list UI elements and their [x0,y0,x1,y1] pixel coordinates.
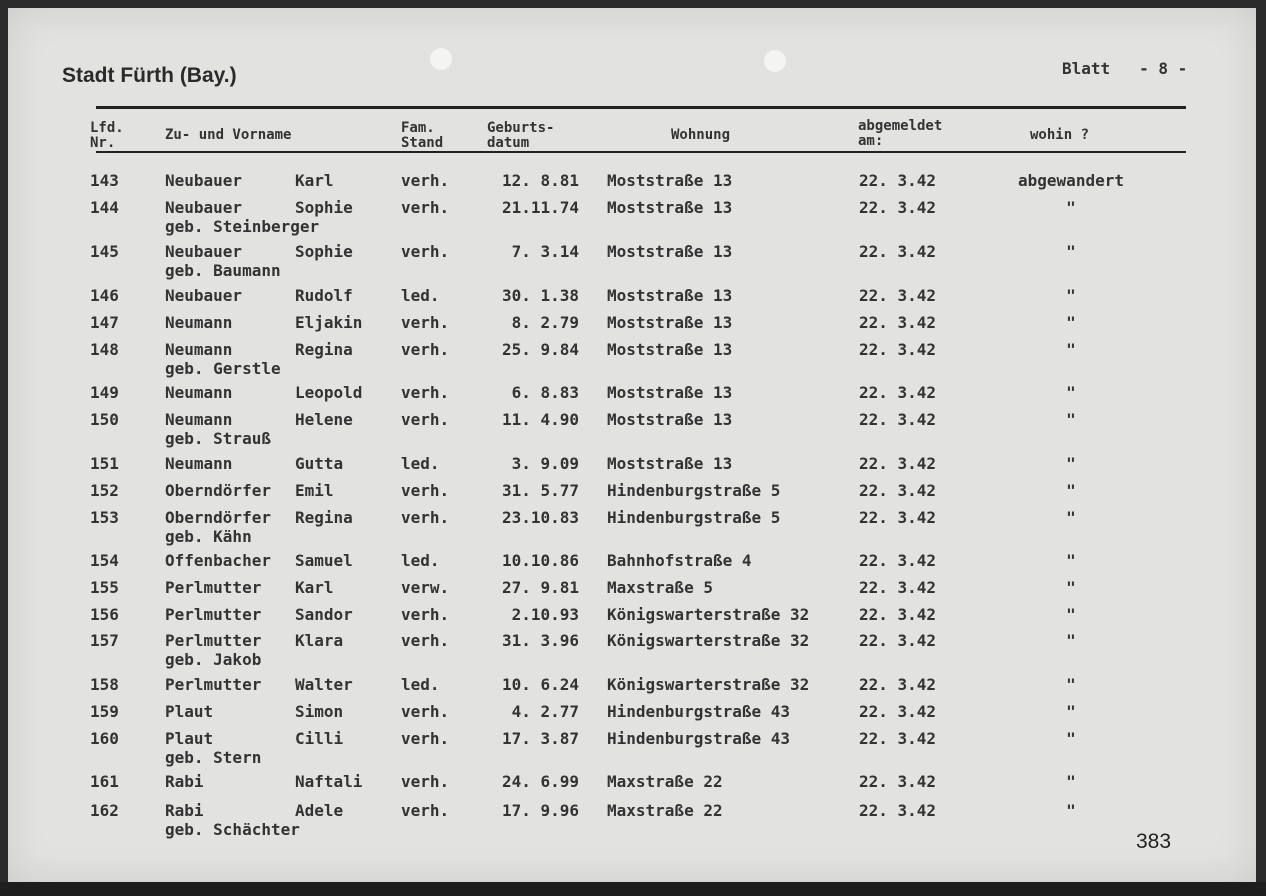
first-name: Leopold [295,383,363,402]
first-name: Helene [295,410,353,429]
surname: Perlmutter [165,675,262,694]
address: Hindenburgstraße 43 [607,702,791,721]
first-name: Samuel [295,551,353,570]
punch-hole-left [430,48,452,70]
entry-number: 150 [90,410,119,429]
destination: " [1066,242,1076,261]
surname: Neumann [165,313,233,332]
surname: Neumann [165,383,233,402]
entry-number: 153 [90,508,119,527]
table-row [8,199,1256,239]
sheet-label: Blatt [1062,59,1111,78]
entry-number: 146 [90,286,119,305]
first-name: Regina [295,340,353,359]
family-status: verh. [401,508,450,527]
destination: " [1066,631,1076,650]
address: Maxstraße 22 [607,801,723,820]
family-status: verh. [401,801,450,820]
family-status: verh. [401,605,450,624]
birth-date: 27. 9.81 [501,578,579,597]
col-header-wohin: wohin ? [1030,127,1090,143]
deregistration-date: 22. 3.42 [859,286,937,305]
surname: Perlmutter [165,578,262,597]
entry-number: 156 [90,605,119,624]
surname: Neubauer [165,242,243,261]
maiden-name: geb. Steinberger [165,217,320,236]
family-status: led. [401,454,440,473]
birth-date: 12. 8.81 [501,171,579,190]
deregistration-date: 22. 3.42 [859,578,937,597]
address: Königswarterstraße 32 [607,605,810,624]
first-name: Emil [295,481,334,500]
col-header-nr: Lfd. Nr. [90,120,124,151]
destination: " [1066,578,1076,597]
birth-date: 8. 2.79 [511,313,579,332]
entry-number: 161 [90,772,119,791]
birth-date: 21.11.74 [501,198,579,217]
address: Hindenburgstraße 5 [607,508,781,527]
table-row [8,341,1256,381]
family-status: verh. [401,631,450,650]
entry-number: 154 [90,551,119,570]
first-name: Simon [295,702,344,721]
family-status: verh. [401,772,450,791]
maiden-name: geb. Stern [165,748,262,767]
col-header-name: Zu- und Vorname [165,127,292,143]
birth-date: 11. 4.90 [501,410,579,429]
destination: " [1066,729,1076,748]
address: Moststraße 13 [607,410,733,429]
deregistration-date: 22. 3.42 [859,508,937,527]
table-row [8,802,1256,842]
punch-hole-right [764,50,786,72]
address: Bahnhofstraße 4 [607,551,752,570]
first-name: Eljakin [295,313,363,332]
deregistration-date: 22. 3.42 [859,729,937,748]
address: Maxstraße 22 [607,772,723,791]
table-row [8,243,1256,283]
deregistration-date: 22. 3.42 [859,454,937,473]
birth-date: 10. 6.24 [501,675,579,694]
first-name: Klara [295,631,344,650]
entry-number: 147 [90,313,119,332]
family-status: verh. [401,729,450,748]
birth-date: 7. 3.14 [511,242,579,261]
deregistration-date: 22. 3.42 [859,702,937,721]
deregistration-date: 22. 3.42 [859,313,937,332]
deregistration-date: 22. 3.42 [859,410,937,429]
birth-date: 6. 8.83 [511,383,579,402]
first-name: Sophie [295,242,353,261]
destination: " [1066,508,1076,527]
destination: " [1066,340,1076,359]
folio-number: 383 [1136,830,1172,853]
table-row [8,509,1256,549]
surname: Neumann [165,410,233,429]
first-name: Cilli [295,729,344,748]
entry-number: 148 [90,340,119,359]
surname: Neubauer [165,171,243,190]
col-header-fam: Fam. Stand [401,120,444,151]
deregistration-date: 22. 3.42 [859,242,937,261]
deregistration-date: 22. 3.42 [859,631,937,650]
sheet-number-value: - 8 - [1139,59,1188,78]
surname: Rabi [165,772,204,791]
birth-date: 2.10.93 [511,605,579,624]
birth-date: 25. 9.84 [501,340,579,359]
entry-number: 157 [90,631,119,650]
entry-number: 144 [90,198,119,217]
first-name: Regina [295,508,353,527]
entry-number: 162 [90,801,119,820]
family-status: verw. [401,578,450,597]
table-row [8,730,1256,770]
birth-date: 31. 5.77 [501,481,579,500]
destination: " [1066,198,1076,217]
address: Moststraße 13 [607,242,733,261]
surname: Offenbacher [165,551,271,570]
maiden-name: geb. Kähn [165,527,252,546]
destination: " [1066,481,1076,500]
entry-number: 145 [90,242,119,261]
destination: " [1066,410,1076,429]
birth-date: 23.10.83 [501,508,579,527]
destination: " [1066,702,1076,721]
first-name: Gutta [295,454,344,473]
destination: " [1066,772,1076,791]
deregistration-date: 22. 3.42 [859,481,937,500]
birth-date: 4. 2.77 [511,702,579,721]
surname: Neumann [165,340,233,359]
maiden-name: geb. Strauß [165,429,271,448]
first-name: Naftali [295,772,363,791]
entry-number: 160 [90,729,119,748]
address: Moststraße 13 [607,340,733,359]
deregistration-date: 22. 3.42 [859,801,937,820]
birth-date: 17. 9.96 [501,801,579,820]
family-status: led. [401,286,440,305]
surname: Neubauer [165,286,243,305]
sheet-number [1062,59,1187,78]
first-name: Adele [295,801,344,820]
table-row [8,632,1256,672]
address: Hindenburgstraße 43 [607,729,791,748]
deregistration-date: 22. 3.42 [859,340,937,359]
address: Königswarterstraße 32 [607,631,810,650]
entry-number: 159 [90,702,119,721]
header-rule-top [96,106,1186,109]
deregistration-date: 22. 3.42 [859,383,937,402]
maiden-name: geb. Baumann [165,261,281,280]
entry-number: 152 [90,481,119,500]
address: Moststraße 13 [607,286,733,305]
address: Moststraße 13 [607,454,733,473]
family-status: verh. [401,242,450,261]
destination: " [1066,551,1076,570]
surname: Oberndörfer [165,508,271,527]
address: Königswarterstraße 32 [607,675,810,694]
surname: Plaut [165,702,214,721]
header-rule-bottom [96,151,1186,153]
surname: Neumann [165,454,233,473]
col-header-address: Wohnung [671,127,731,143]
deregistration-date: 22. 3.42 [859,772,937,791]
entry-number: 158 [90,675,119,694]
maiden-name: geb. Gerstle [165,359,281,378]
deregistration-date: 22. 3.42 [859,605,937,624]
destination: " [1066,675,1076,694]
maiden-name: geb. Jakob [165,650,262,669]
family-status: verh. [401,198,450,217]
col-header-birth: Geburts- datum [487,120,555,151]
deregistration-date: 22. 3.42 [859,551,937,570]
surname: Rabi [165,801,204,820]
deregistration-date: 22. 3.42 [859,675,937,694]
address: Hindenburgstraße 5 [607,481,781,500]
family-status: verh. [401,340,450,359]
surname: Perlmutter [165,631,262,650]
destination: " [1066,286,1076,305]
destination: " [1066,383,1076,402]
birth-date: 17. 3.87 [501,729,579,748]
first-name: Karl [295,578,334,597]
entry-number: 151 [90,454,119,473]
family-status: verh. [401,171,450,190]
maiden-name: geb. Schächter [165,820,300,839]
birth-date: 31. 3.96 [501,631,579,650]
surname: Perlmutter [165,605,262,624]
destination: " [1066,454,1076,473]
destination: abgewandert [1018,171,1124,190]
family-status: verh. [401,702,450,721]
table-row [8,411,1256,451]
document-sheet [8,8,1256,882]
address: Maxstraße 5 [607,578,713,597]
city-title: Stadt Fürth (Bay.) [62,64,237,87]
birth-date: 10.10.86 [501,551,579,570]
entry-number: 149 [90,383,119,402]
first-name: Sophie [295,198,353,217]
col-header-abgemeldet: abgemeldet am: [858,118,943,149]
first-name: Sandor [295,605,353,624]
address: Moststraße 13 [607,198,733,217]
family-status: verh. [401,383,450,402]
surname: Oberndörfer [165,481,271,500]
address: Moststraße 13 [607,171,733,190]
destination: " [1066,605,1076,624]
entry-number: 143 [90,171,119,190]
surname: Neubauer [165,198,243,217]
birth-date: 3. 9.09 [511,454,579,473]
address: Moststraße 13 [607,313,733,332]
family-status: led. [401,675,440,694]
first-name: Rudolf [295,286,353,305]
first-name: Karl [295,171,334,190]
family-status: verh. [401,410,450,429]
scan-border [0,882,1266,896]
family-status: verh. [401,313,450,332]
first-name: Walter [295,675,353,694]
deregistration-date: 22. 3.42 [859,171,937,190]
deregistration-date: 22. 3.42 [859,198,937,217]
destination: " [1066,801,1076,820]
birth-date: 30. 1.38 [501,286,579,305]
family-status: verh. [401,481,450,500]
address: Moststraße 13 [607,383,733,402]
entry-number: 155 [90,578,119,597]
destination: " [1066,313,1076,332]
birth-date: 24. 6.99 [501,772,579,791]
family-status: led. [401,551,440,570]
surname: Plaut [165,729,214,748]
